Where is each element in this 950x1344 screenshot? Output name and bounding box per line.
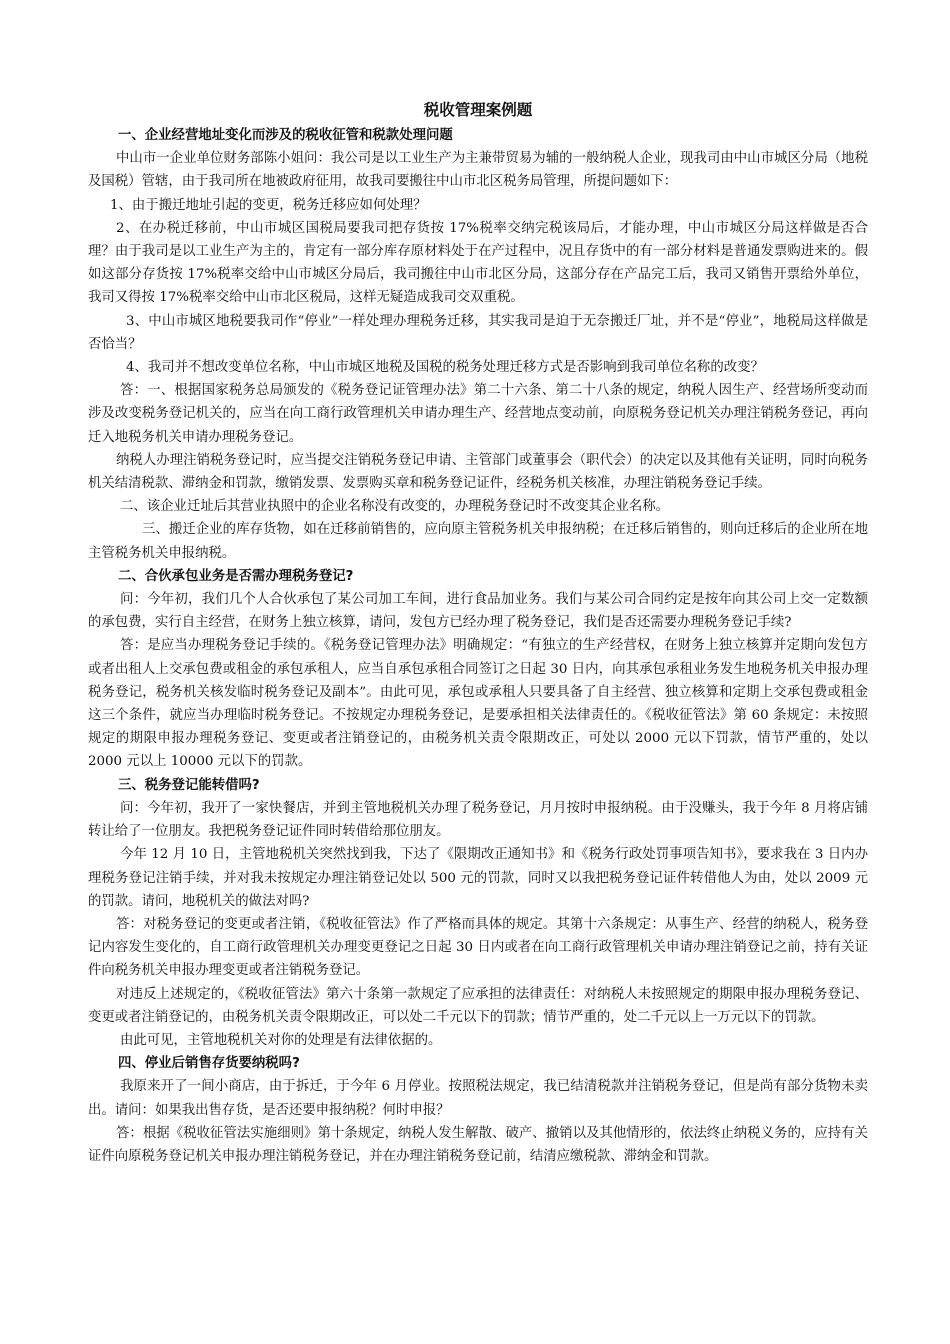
paragraph: 问：今年初，我们几个人合伙承包了某公司加工车间，进行食品加业务。我们与某公司合同约定是按年向其公司上交一定数额的承包费，实行自主经营，在财务上独立核算，请问，发包方已经办理了税务登记，我们是否还需要办理税务登记手续? — [88, 592, 868, 631]
paragraph: 中山市一企业单位财务部陈小姐问：我公司是以工业生产为主兼带贸易为辅的一般纳税人企业，现我司由中山市城区分局（地税及国税）管辖，由于我司所在地被政府征用，故我司要搬往中山市北区税务局管理，所提问题如下： — [88, 151, 868, 190]
section-heading: 二、合伙承包业务是否需办理税务登记? — [118, 568, 354, 584]
paragraph: 2、在办税迁移前，中山市城区国税局要我司把存货按 17%税率交纳完税该局后，才能办理，中山市城区分局这样做是否合理？由于我司是以工业生产为主的，肯定有一部分库存原材料处于在产过程中，况且存货中的有一部分材料是普通发票购进来的。假如这部分存货按 17%税率交给中山市城区分局后，我司搬往中山市北区分局，这部分存在产品完工后，我司又销售开票给外单位，我司又得按 17%税率交给中山市北区税局，这样无疑造成我司交双重税。 — [88, 220, 868, 306]
section-heading: 一、企业经营地址变化而涉及的税收征管和税款处理问题 — [118, 128, 453, 143]
paragraph: 我原来开了一间小商店，由于拆迁，于今年 6 月停业。按照税法规定，我已结清税款并注销税务登记，但是尚有部分货物未卖出。请问：如果我出售存货，是否还要申报纳税？何时申报？ — [88, 1079, 868, 1118]
paragraph: 二、该企业迁址后其营业执照中的企业名称没有改变的，办理税务登记时不改变其企业名称。 — [120, 499, 670, 515]
paragraph: 对违反上述规定的，《税收征管法》第六十条第一款规定了应承担的法律责任：对纳税人未按照规定的期限申报办理税务登记、变更或者注销登记的，由税务机关责令限期改正，可以处二千元以下的罚款；情节严重的，处二千元以上一万元以下的罚款。 — [88, 986, 868, 1025]
paragraph: 答：一、根据国家税务总局颁发的《税务登记证管理办法》第二十六条、第二十八条的规定，纳税人因生产、经营场所变动而涉及改变税务登记机关的，应当在向工商行政管理机关申请办理生产、经营地点变动前，向原税务登记机关办理注销税务登记，再向迁入地税务机关申请办理税务登记。 — [88, 383, 868, 445]
paragraph: 今年 12 月 10 日，主管地税机关突然找到我，下达了《限期改正通知书》和《税务行政处罚事项告知书》，要求我在 3 日内办理税务登记注销手续，并对我未按规定办理注销登记处以 500 元的罚款，同时又以我把税务登记证件转借他人为由，处以 2009 元的罚款。请问，地税机关的做法对吗? — [88, 847, 868, 909]
paragraph: 1、由于搬迁地址引起的变更，税务迁移应如何处理？ — [110, 197, 427, 213]
paragraph: 问：今年初，我开了一家快餐店，并到主管地税机关办理了税务登记，月月按时申报纳税。由于没赚头，我于今年 8 月将店铺转让给了一位朋友。我把税务登记证件同时转借给那位朋友。 — [88, 800, 868, 840]
paragraph: 3、中山市城区地税要我司作“停业”一样处理办理税务迁移，其实我司是迫于无奈搬迁厂址，并不是“停业”，地税局这样做是否恰当？ — [88, 313, 868, 352]
section-heading: 四、停业后销售存货要纳税吗? — [118, 1056, 300, 1072]
section-heading: 三、税务登记能转借吗? — [118, 777, 260, 793]
paragraph: 答：对税务登记的变更或者注销，《税收征管法》作了严格而具体的规定。其第十六条规定：从事生产、经营的纳税人，税务登记内容发生变化的，自工商行政管理机关办理变更登记之日起 30 日内或者在向工商行政管理机关申请办理注销登记之前，持有关证件向税务机关申报办理变更或者注销税务登记。 — [88, 916, 868, 979]
paragraph: 4、我司并不想改变单位名称，中山市城区地税及国税的税务处理迁移方式是否影响到我司单位名称的改变？ — [126, 360, 764, 376]
document-title: 税收管理案例题 — [423, 101, 533, 119]
paragraph: 答：根据《税收征管法实施细则》第十条规定，纳税人发生解散、破产、撤销以及其他情形的，依法终止纳税义务的，应持有关证件向原税务登记机关申报办理注销税务登记，并在办理注销税务登记前，结清应缴税款、滞纳金和罚款。 — [88, 1125, 868, 1164]
paragraph: 三、搬迁企业的库存货物，如在迁移前销售的，应向原主管税务机关申报纳税；在迁移后销售的，则向迁移后的企业所在地主管税务机关申报纳税。 — [88, 522, 868, 561]
paragraph: 由此可见，主管地税机关对你的处理是有法律依据的。 — [120, 1032, 442, 1048]
paragraph: 答：是应当办理税务登记手续的。《税务登记管理办法》明确规定：“有独立的生产经营权，在财务上独立核算并定期向发包方或者出租人上交承包费或租金的承包承租人，应当自承包承租合同签订之日起 30 日内，向其承包承租业务发生地税务机关申报办理税务登记，税务机关核发临时税务登记及副本”。由此可见，承包或承租人只要具备了自主经营、独立核算和定期上交承包费或租金这三个条件，就应当办理临时税务登记。不按规定办理税务登记，是要承担相关法律责任的。《税收征管法》第 60 条规定：未按照规定的期限申报办理税务登记、变更或者注销登记的，由税务机关责令限期改正，可处以 2000 元以下罚款，情节严重的，处以 2000 元以上 10000 元以下的罚款。 — [88, 638, 868, 770]
document-page — [88, 98, 868, 1168]
paragraph: 纳税人办理注销税务登记时，应当提交注销税务登记申请、主管部门或董事会（职代会）的决定以及其他有关证明，同时向税务机关结清税款、滞纳金和罚款，缴销发票、发票购买章和税务登记证件，经税务机关核准，办理注销税务登记手续。 — [88, 452, 868, 492]
